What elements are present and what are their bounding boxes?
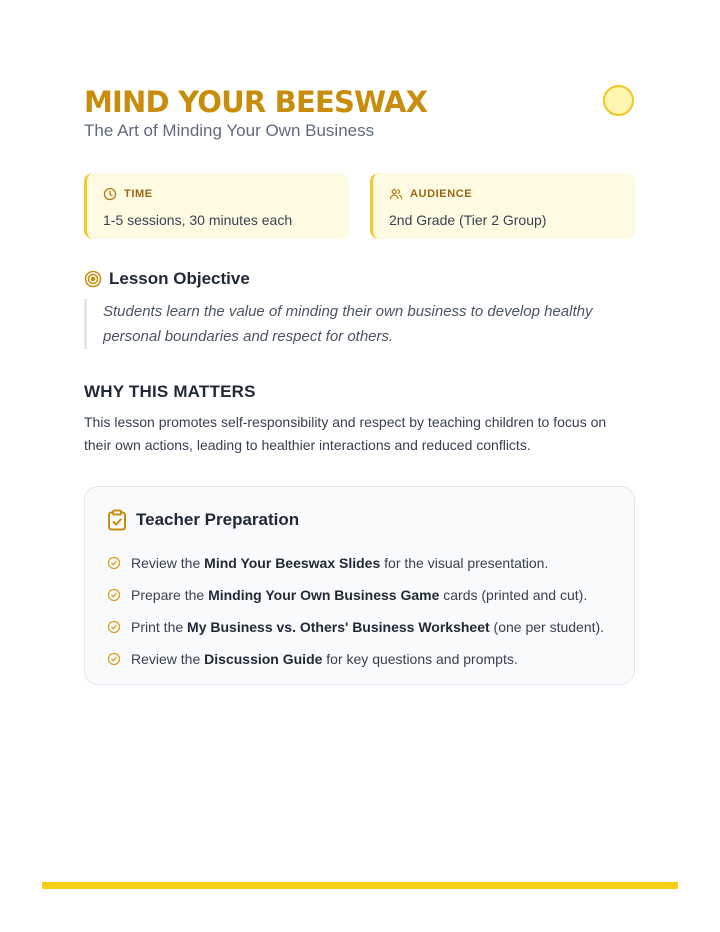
footer-accent-bar — [42, 882, 678, 889]
teacher-prep-card — [84, 486, 635, 685]
prep-item-text: Print the My Business vs. Others' Business Worksheet (one per student). — [131, 619, 605, 635]
prep-item-text: Review the Discussion Guide for key questions and prompts. — [131, 651, 518, 667]
prep-item-text: Review the Mind Your Beeswax Slides for the visual presentation. — [131, 555, 549, 571]
audience-value: 2nd Grade (Tier 2 Group) — [389, 212, 547, 228]
prep-item — [107, 579, 604, 611]
time-value: 1-5 sessions, 30 minutes each — [103, 212, 293, 228]
check-circle-icon — [107, 620, 121, 634]
sun-icon — [603, 85, 634, 116]
check-circle-icon — [107, 588, 121, 602]
target-icon — [84, 270, 102, 288]
users-icon — [389, 187, 403, 201]
time-card — [84, 173, 349, 239]
clipboard-check-icon — [107, 509, 127, 531]
prep-item-text: Prepare the Minding Your Own Business Game cards (printed and cut). — [131, 587, 588, 603]
time-label: TIME — [124, 188, 153, 200]
why-title: WHY THIS MATTERS — [84, 382, 256, 401]
clock-icon — [103, 187, 117, 201]
page-title: MIND YOUR BEESWAX — [84, 85, 428, 119]
objective-heading — [84, 269, 250, 289]
prep-item — [107, 547, 604, 579]
check-circle-icon — [107, 556, 121, 570]
audience-label: AUDIENCE — [410, 188, 473, 200]
page-subtitle: The Art of Minding Your Own Business — [84, 121, 375, 140]
check-circle-icon — [107, 652, 121, 666]
prep-item — [107, 643, 604, 675]
audience-card — [370, 173, 635, 239]
objective-text: Students learn the value of minding their own business to develop healthy personal boundaries and respect for others. — [84, 299, 636, 349]
prep-item — [107, 611, 604, 643]
prep-title: Teacher Preparation — [136, 510, 300, 529]
why-body: This lesson promotes self-responsibility and respect by teaching children to focus on their own actions, leading to healthier interactions and reduced conflicts. — [84, 414, 607, 453]
prep-list — [107, 547, 604, 675]
objective-title: Lesson Objective — [109, 269, 250, 288]
